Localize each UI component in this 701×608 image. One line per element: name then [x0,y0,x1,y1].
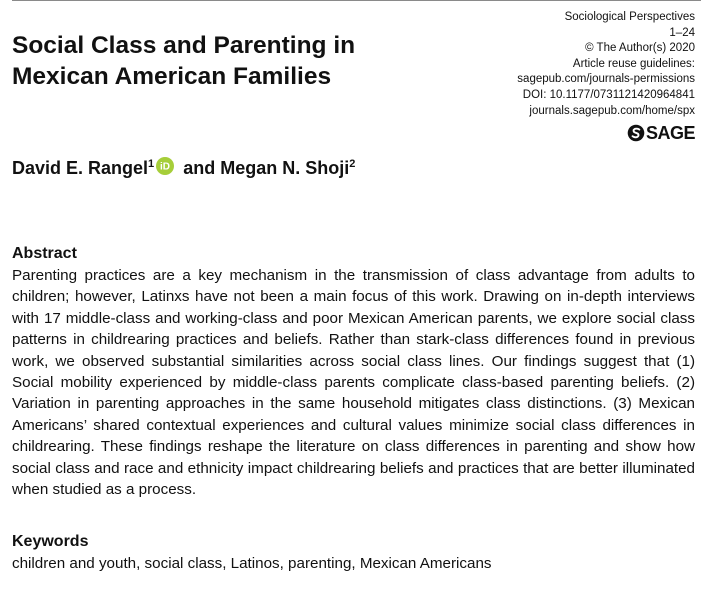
author-joiner: and [183,158,216,178]
journal-homepage-link[interactable]: journals.sagepub.com/home/spx [529,104,695,117]
doi-link[interactable]: DOI: 10.1177/0731121420964841 [522,88,695,101]
orcid-icon[interactable] [156,157,174,175]
journal-metadata [435,10,695,119]
author-affiliation: 1 [148,158,155,170]
article-title: Social Class and Parenting in Mexican American Families [12,32,356,90]
sage-emblem-icon [627,124,645,142]
top-rule [12,0,701,1]
orcid-icon-label: iD [160,161,171,173]
author-name: David E. Rangel [12,158,149,178]
reuse-link[interactable]: sagepub.com/journals-permissions [517,73,695,86]
abstract-heading: Abstract [12,245,77,262]
abstract-text: Parenting practices are a key mechanism in the transmission of class advantage from adults to children; however, Latinxs have not been a main focus of this work. Drawing on in-depth interviews with 17 middle-class and working-class and poor Mexican American parents, we explore social class patterns in childrearing practices and beliefs. Rather than stark-class differences found in previous work, we observed substantial similarities across social class lines. Our findings suggest that (1) Social mobility experienced by middle-class parents complicate class-based parenting beliefs. (2) Variation in parenting approaches in the same household mitigates class distinctions. (3) Mexican Americans’ shared contextual experiences and cultural values minimize social class differences in childrearing. These findings reshape the literature on class differences in parenting and show how social class and race and ethnicity impact childrearing beliefs and practices that are better illuminated when studied as a process. [12,267,695,499]
journal-name: Sociological Perspectives [564,11,695,23]
keywords-text: children and youth, social class, Latinos, parenting, Mexican Americans [12,555,492,572]
author-name: Megan N. Shoji [220,158,350,178]
sage-logo [627,123,695,143]
copyright: © The Author(s) 2020 [585,42,695,55]
sage-wordmark: SAGE [645,123,695,143]
author-affiliation: 2 [349,158,356,170]
keywords-heading: Keywords [12,533,89,550]
page-range: 1–24 [669,26,695,39]
author-line [12,155,355,181]
reuse-label: Article reuse guidelines: [572,57,695,70]
